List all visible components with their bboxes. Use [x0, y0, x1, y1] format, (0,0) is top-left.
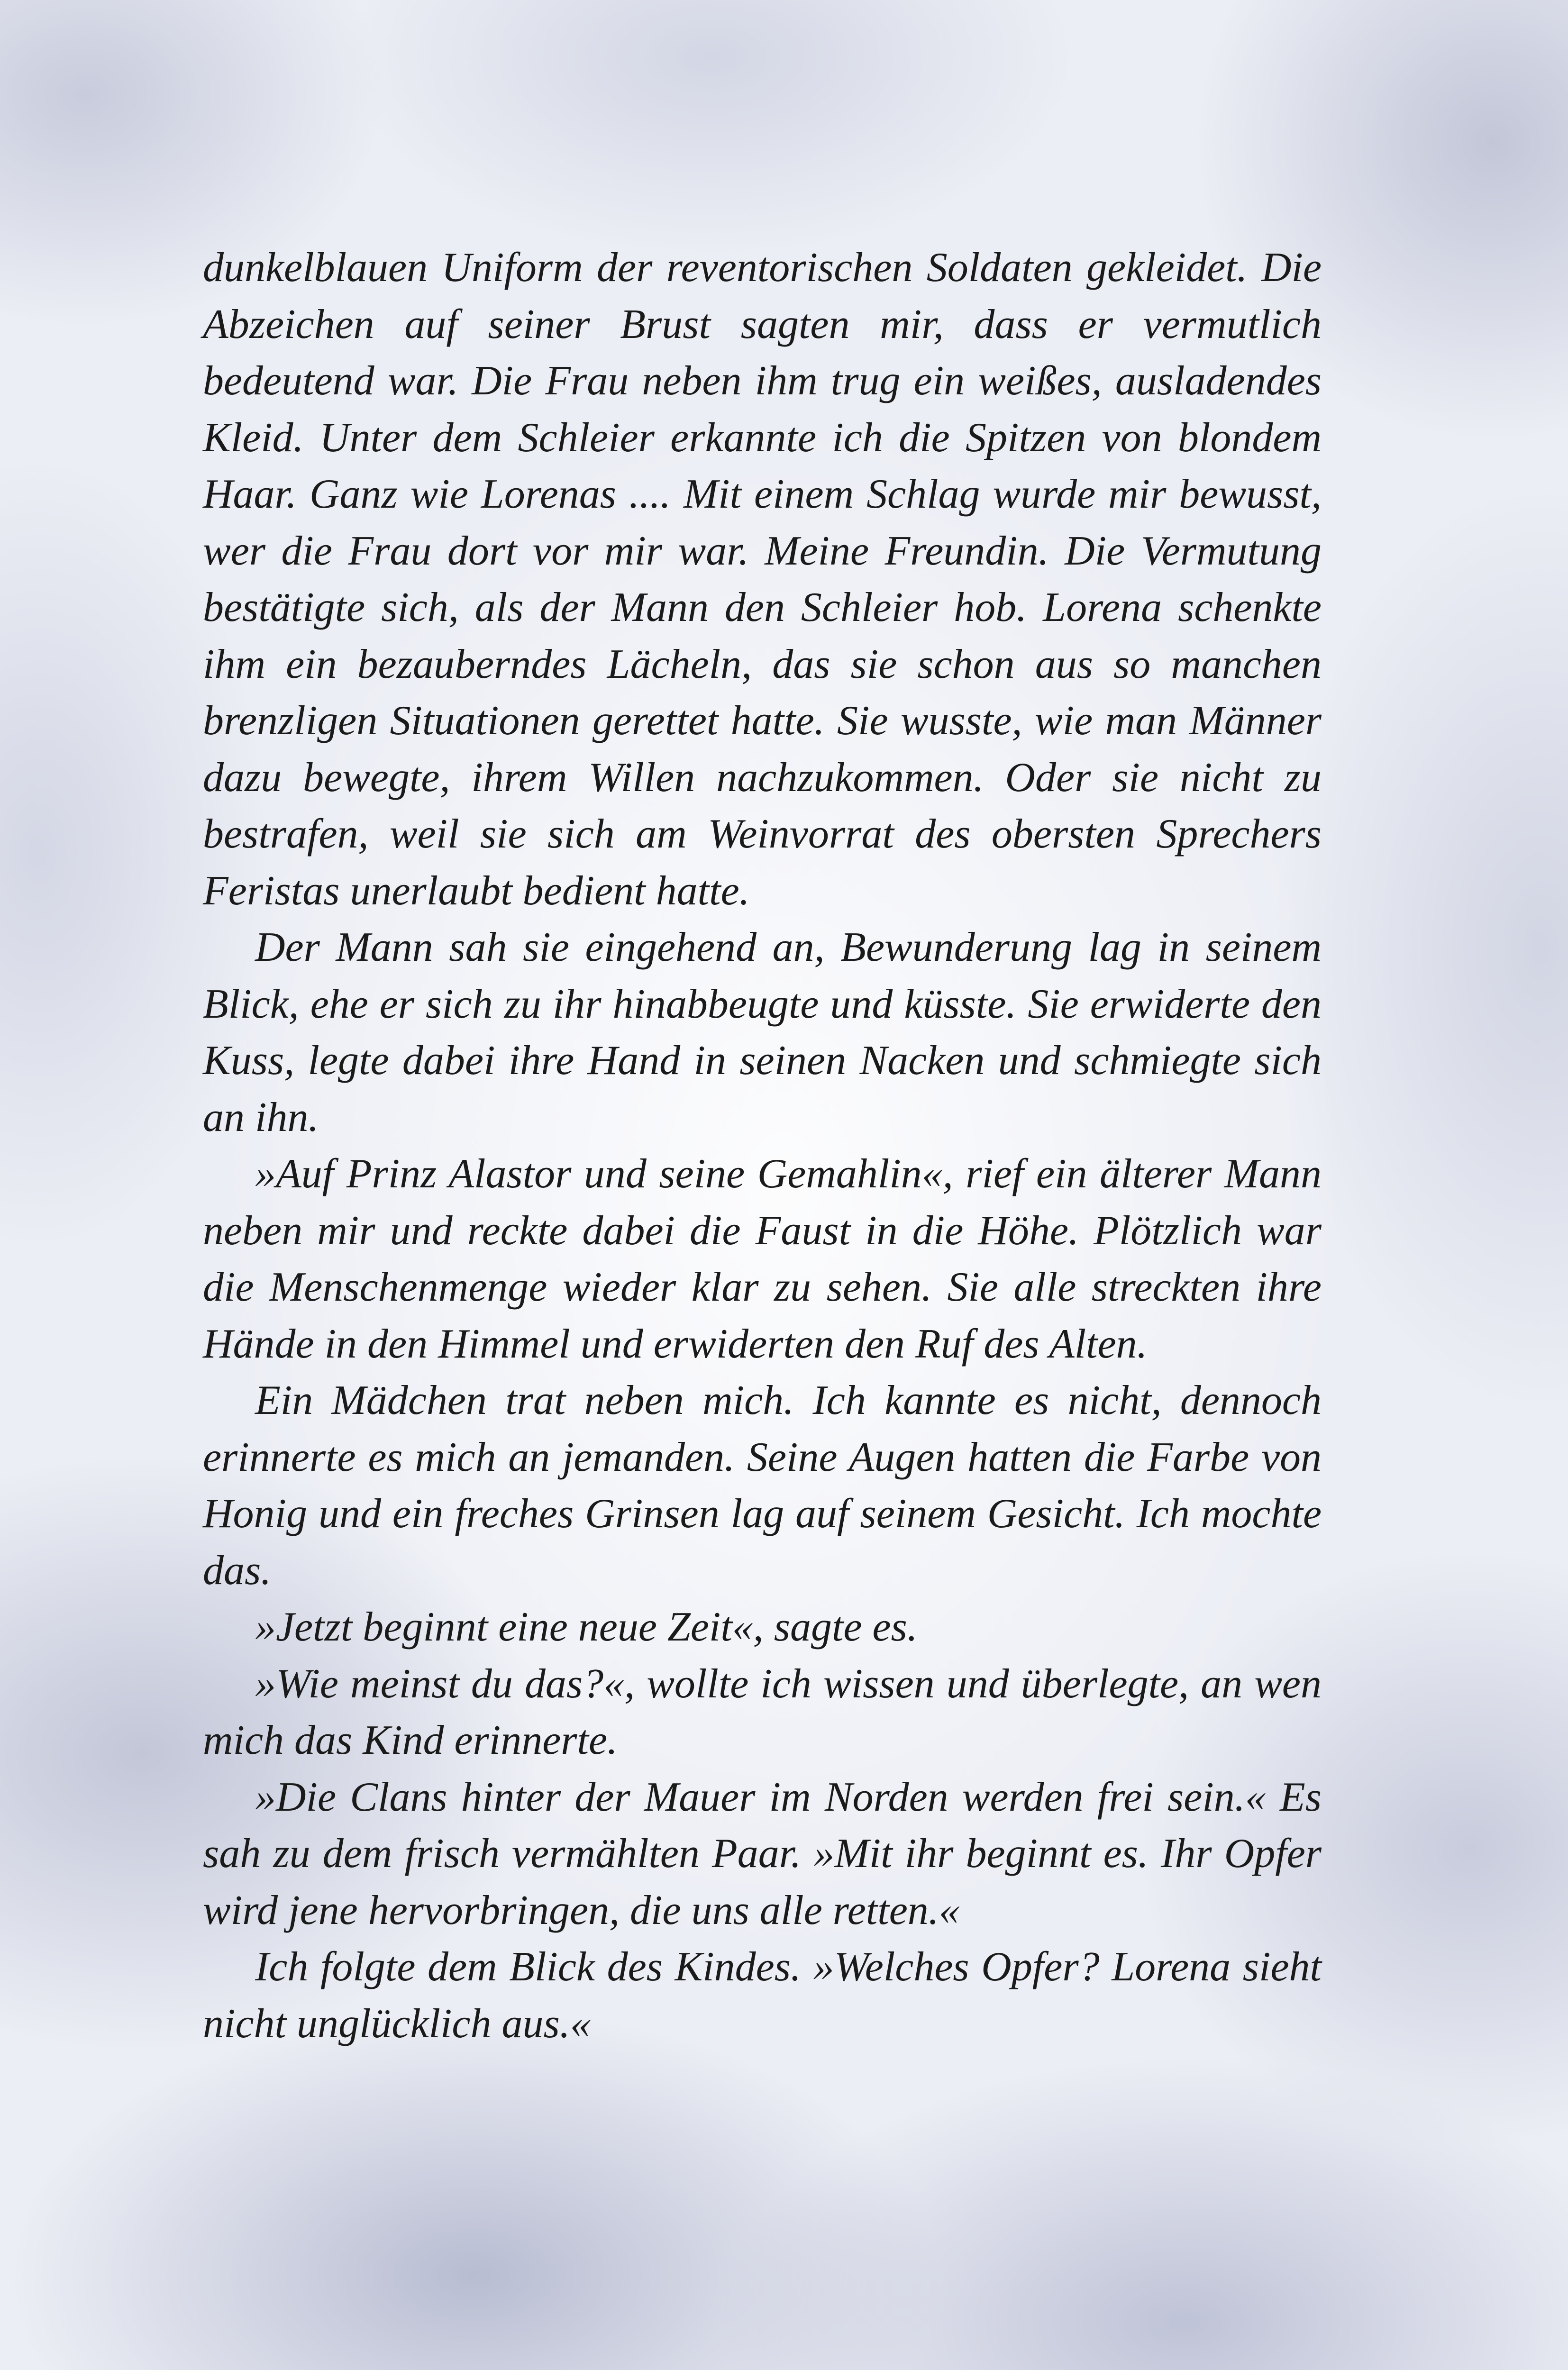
paragraph: Der Mann sah sie eingehend an, Bewunderung lag in seinem Blick, ehe er sich zu ihr hinabbeugte und küsste. Sie erwiderte den Kuss, legte dabei ihre Hand in seinen Nacken und schmiegte sich an ihn.	[203, 924, 1322, 1140]
body-text	[203, 239, 1322, 2052]
paragraph: »Wie meinst du das?«, wollte ich wissen und überlegte, an wen mich das Kind erinnerte.	[203, 1660, 1322, 1763]
paragraph: dunkelblauen Uniform der reventorischen Soldaten gekleidet. Die Abzeichen auf seiner Brust sagten mir, dass er vermutlich bedeutend war. Die Frau neben ihm trug ein weißes, ausladendes Kleid. Unter dem Schleier erkannte ich die Spitzen von blondem Haar. Ganz wie Lorenas .... Mit einem Schlag wurde mir bewusst, wer die Frau dort vor mir war. Meine Freundin. Die Vermutung bestätigte sich, als der Mann den Schleier hob. Lorena schenkte ihm ein bezauberndes Lächeln, das sie schon aus so manchen brenzligen Situationen gerettet hatte. Sie wusste, wie man Männer dazu bewegte, ihrem Willen nachzukommen. Oder sie nicht zu bestrafen, weil sie sich am Weinvorrat des obersten Sprechers Feristas unerlaubt bedient hatte.	[203, 245, 1322, 914]
paragraph: »Die Clans hinter der Mauer im Norden werden frei sein.« Es sah zu dem frisch vermählten Paar. »Mit ihr beginnt es. Ihr Opfer wird jene hervorbringen, die uns alle retten.«	[203, 1774, 1322, 1933]
paragraph: Ein Mädchen trat neben mich. Ich kannte es nicht, dennoch erinnerte es mich an jemanden. Seine Augen hatten die Farbe von Honig und ein freches Grinsen lag auf seinem Gesicht. Ich mochte das.	[203, 1377, 1322, 1594]
paragraph: »Jetzt beginnt eine neue Zeit«, sagte es.	[255, 1604, 918, 1650]
paragraph: Ich folgte dem Blick des Kindes. »Welches Opfer? Lorena sieht nicht unglücklich aus.«	[203, 1944, 1322, 2047]
paragraph: »Auf Prinz Alastor und seine Gemahlin«, rief ein älterer Mann neben mir und reckte dabei die Faust in die Höhe. Plötzlich war die Menschenmenge wieder klar zu sehen. Sie alle streckten ihre Hände in den Himmel und erwiderten den Ruf des Alten.	[203, 1151, 1322, 1367]
